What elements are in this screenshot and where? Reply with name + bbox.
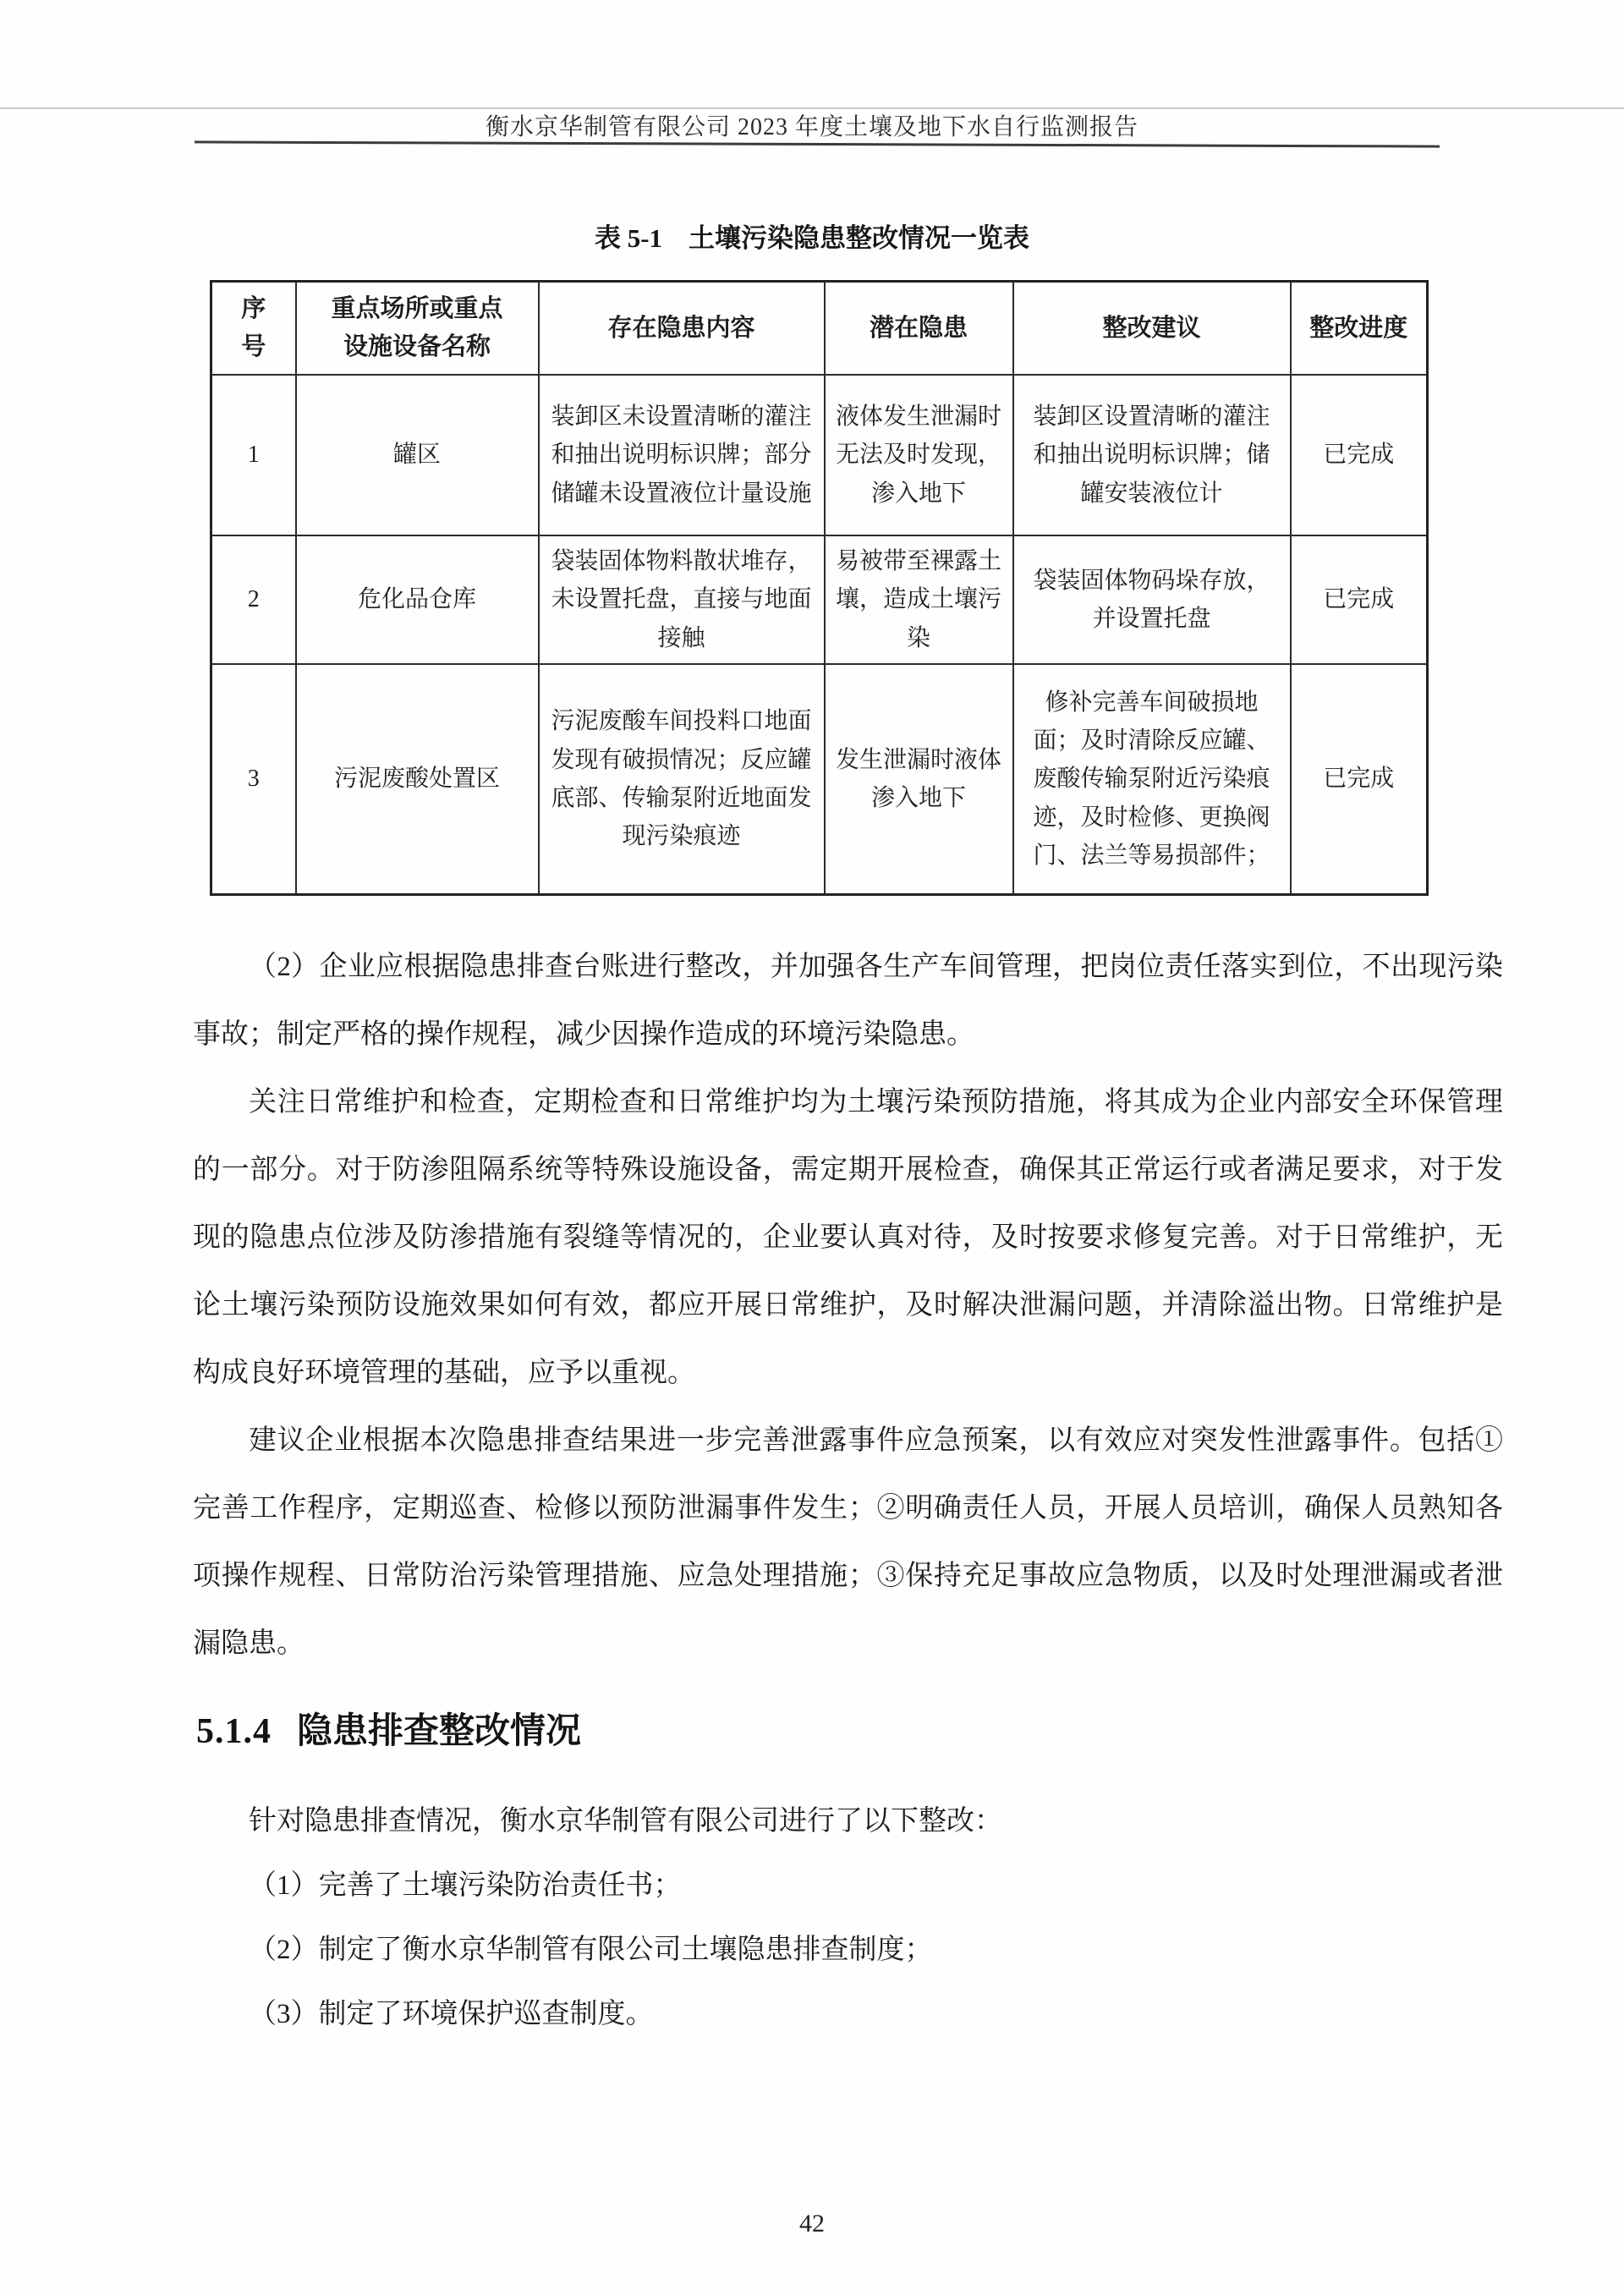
cell-site: 污泥废酸处置区 (296, 664, 539, 895)
cell-progress: 已完成 (1291, 664, 1428, 895)
cell-hazard: 污泥废酸车间投料口地面发现有破损情况；反应罐底部、传输泵附近地面发现污染痕迹 (539, 664, 825, 895)
rectification-item: （1）完善了土壤污染防治责任书； (249, 1870, 682, 1901)
column-header-no: 序号 (211, 282, 296, 376)
cell-site: 罐区 (296, 375, 539, 535)
column-header-hazard: 存在隐患内容 (539, 282, 825, 376)
cell-site: 危化品仓库 (296, 535, 539, 664)
body-text (0, 933, 1624, 1677)
table-row (211, 535, 1428, 664)
rectification-block (0, 1789, 1624, 2046)
cell-no: 2 (211, 535, 296, 664)
rectification-item: （2）制定了衡水京华制管有限公司土壤隐患排查制度； (249, 1935, 933, 1965)
cell-potential: 液体发生泄漏时无法及时发现，渗入地下 (825, 375, 1013, 535)
cell-no: 1 (211, 375, 296, 535)
cell-progress: 已完成 (1291, 535, 1428, 664)
paragraph-daily-maintenance: 关注日常维护和检查，定期检查和日常维护均为土壤污染预防措施，将其成为企业内部安全环保管理的一部分。对于防渗阻隔系统等特殊设施设备，需定期开展检查，确保其正常运行或者满足要求，对于发现的隐患点位涉及防渗措施有裂缝等情况的，企业要认真对待，及时按要求修复完善。对于日常维护，无论土壤污染预防设施效果如何有效，都应开展日常维护，及时解决泄漏问题，并清除溢出物。日常维护是构成良好环境管理的基础，应予以重视。 (193, 1087, 1503, 1388)
cell-potential: 易被带至裸露土壤，造成土壤污染 (825, 535, 1013, 664)
section-number: 5.1.4 (196, 1712, 272, 1751)
column-header-potential: 潜在隐患 (825, 282, 1013, 376)
table-row (211, 375, 1428, 535)
paragraph-rectify-ledger: （2）企业应根据隐患排查台账进行整改，并加强各生产车间管理，把岗位责任落实到位，不出现污染事故；制定严格的操作规程，减少因操作造成的环境污染隐患。 (193, 952, 1503, 1050)
cell-hazard: 袋装固体物料散状堆存，未设置托盘，直接与地面接触 (539, 535, 825, 664)
column-header-suggestion: 整改建议 (1013, 282, 1291, 376)
cell-suggestion: 袋装固体物码垛存放，并设置托盘 (1013, 535, 1291, 664)
section-heading (196, 1703, 1624, 1754)
column-header-progress: 整改进度 (1291, 282, 1428, 376)
table-row (211, 664, 1428, 895)
hazard-rectification-table (210, 280, 1429, 896)
cell-potential: 发生泄漏时液体渗入地下 (825, 664, 1013, 895)
table-title: 表 5-1 土壤污染隐患整改情况一览表 (594, 223, 1030, 253)
doc-header (0, 0, 1624, 152)
page-number: 42 (799, 2210, 825, 2237)
page-content (0, 152, 1624, 2046)
cell-suggestion: 修补完善车间破损地面；及时清除反应罐、废酸传输泵附近污染痕迹，及时检修、更换阀门、法兰等易损部件； (1013, 664, 1291, 895)
column-header-site: 重点场所或重点设施设备名称 (296, 282, 539, 376)
cell-progress: 已完成 (1291, 375, 1428, 535)
cell-suggestion: 装卸区设置清晰的灌注和抽出说明标识牌；储罐安装液位计 (1013, 375, 1291, 535)
cell-no: 3 (211, 664, 296, 895)
section-title: 隐患排查整改情况 (297, 1712, 582, 1751)
table-header-row (211, 282, 1428, 376)
cell-hazard: 装卸区未设置清晰的灌注和抽出说明标识牌；部分储罐未设置液位计量设施 (539, 375, 825, 535)
paragraph-emergency-plan: 建议企业根据本次隐患排查结果进一步完善泄露事件应急预案，以有效应对突发性泄露事件。包括①完善工作程序，定期巡查、检修以预防泄漏事件发生；②明确责任人员，开展人员培训，确保人员熟知各项操作规程、日常防治污染管理措施、应急处理措施；③保持充足事故应急物质，以及时处理泄漏或者泄漏隐患。 (193, 1425, 1503, 1659)
doc-header-title: 衡水京华制管有限公司 2023 年度土壤及地下水自行监测报告 (485, 114, 1138, 140)
rectification-intro: 针对隐患排查情况，衡水京华制管有限公司进行了以下整改： (249, 1806, 1002, 1837)
rectification-item: （3）制定了环境保护巡查制度。 (249, 1999, 654, 2029)
